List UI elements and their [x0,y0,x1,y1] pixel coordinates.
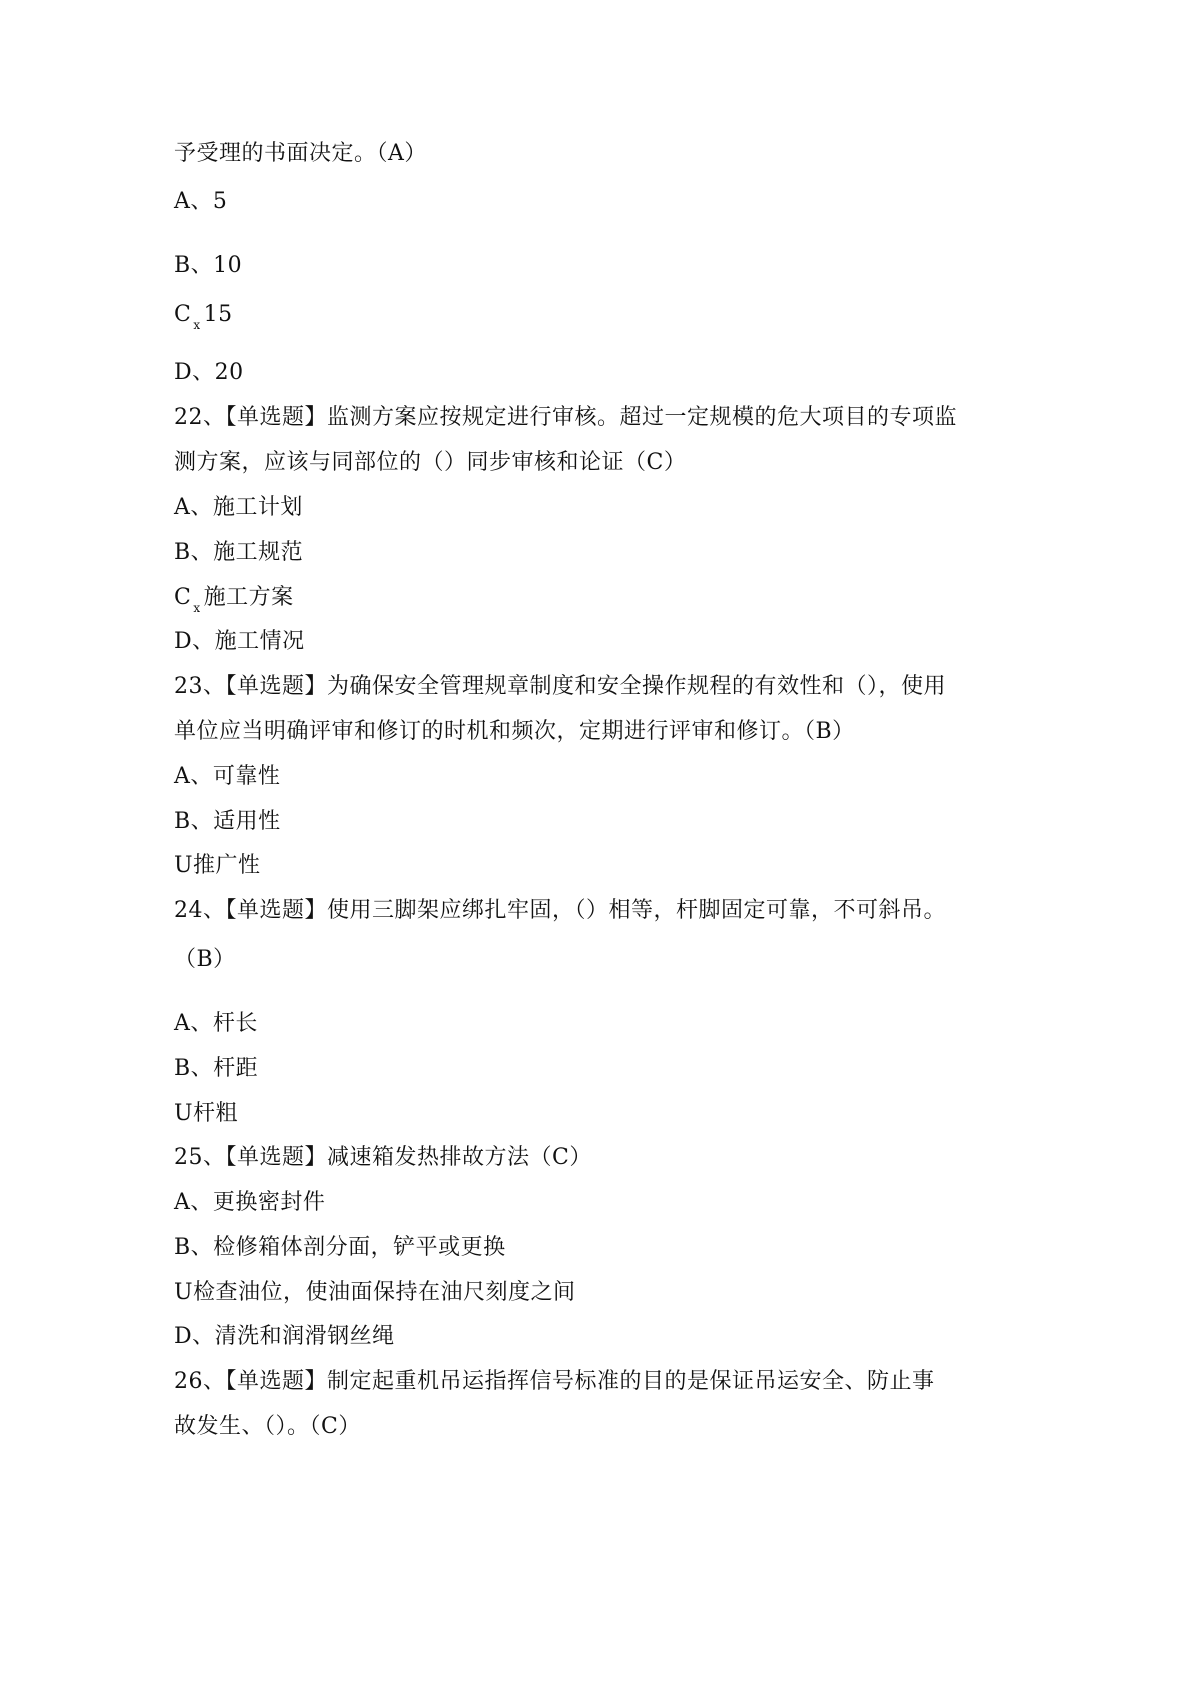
option-subscript: x [193,601,201,615]
question-line: 23、【单选题】为确保安全管理规章制度和安全操作规程的有效性和（），使用 [174,674,946,699]
question-line: 单位应当明确评审和修订的时机和频次，定期进行评审和修订。（B） [174,719,855,744]
option-label: C [174,302,192,327]
option-line: B、检修箱体剖分面，铲平或更换 [174,1235,506,1260]
option-line: A、更换密封件 [174,1190,326,1215]
option-line: U检查油位，使油面保持在油尺刻度之间 [174,1280,576,1305]
option-line: D、施工情况 [174,629,305,654]
option-subscript: x [193,318,201,332]
option-line: B、适用性 [174,809,281,834]
option-text: 15 [203,302,233,327]
option-line: B、杆距 [174,1056,259,1081]
option-line: U推广性 [174,853,261,878]
option-line: D、20 [174,360,244,385]
option-line: B、施工规范 [174,540,304,565]
option-line: B、10 [174,253,243,278]
option-line: A、施工计划 [174,495,303,520]
option-label: C [174,585,192,610]
question-line: （B） [174,947,236,972]
option-line: A、可靠性 [174,764,281,789]
option-line: U杆粗 [174,1101,239,1126]
option-line: A、5 [174,189,228,214]
text-line: 予受理的书面决定。（A） [174,141,427,166]
question-line: 测方案，应该与同部位的（）同步审核和论证（C） [174,450,687,475]
question-line: 22、【单选题】监测方案应按规定进行审核。超过一定规模的危大项目的专项监 [174,405,957,430]
question-line: 25、【单选题】减速箱发热排故方法（C） [174,1145,592,1170]
option-line: A、杆长 [174,1011,258,1036]
option-text: 施工方案 [203,585,294,610]
question-line: 26、【单选题】制定起重机吊运指挥信号标准的目的是保证吊运安全、防止事 [174,1369,935,1394]
option-line: D、清洗和润滑钢丝绳 [174,1324,395,1349]
question-line: 故发生、（）。（C） [174,1414,361,1439]
option-line [174,300,233,332]
option-line [174,583,294,615]
question-line: 24、【单选题】使用三脚架应绑扎牢固，（）相等，杆脚固定可靠，不可斜吊。 [174,898,946,923]
